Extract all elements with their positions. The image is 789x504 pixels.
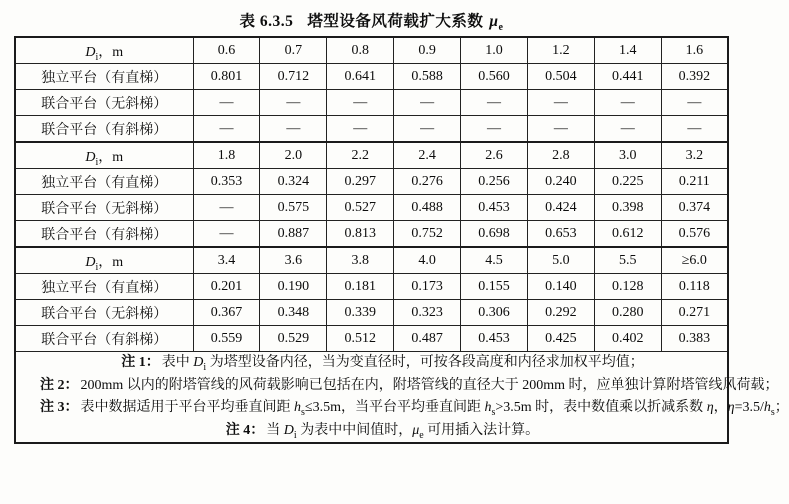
coefficient-cell: 0.588	[394, 64, 461, 90]
note-text: 200mm 以内的附塔管线的风荷载影响已包括在内，附塔管线的直径大于 200mm 时，应单独计算附塔管线风荷载；	[80, 377, 779, 393]
note-label: 注 4：	[225, 422, 265, 438]
diameter-header-cell: 0.6	[193, 37, 260, 64]
coefficient-cell: 0.181	[327, 274, 394, 300]
diameter-unit: ，m	[98, 149, 124, 165]
coefficient-cell: 0.527	[327, 195, 394, 221]
coefficient-cell: 0.453	[461, 326, 528, 352]
coefficient-cell: 0.425	[527, 326, 594, 352]
coefficient-cell: —	[193, 195, 260, 221]
diameter-header-cell: 1.0	[461, 37, 528, 64]
coefficient-cell: 0.383	[661, 326, 728, 352]
coefficient-cell: 0.801	[193, 64, 260, 90]
platform-type-label: 联合平台（有斜梯）	[15, 116, 193, 143]
note-text: D	[193, 355, 204, 370]
notes	[15, 352, 789, 444]
diameter-header-cell: 3.2	[661, 142, 728, 169]
diameter-header-cell: 1.2	[527, 37, 594, 64]
coefficient-cell: 0.367	[193, 300, 260, 326]
diameter-header-cell: 3.0	[594, 142, 661, 169]
coefficient-cell: —	[327, 90, 394, 116]
coefficient-cell: 0.306	[461, 300, 528, 326]
coefficient-cell: —	[527, 90, 594, 116]
coefficient-cell: —	[260, 90, 327, 116]
table-row	[15, 274, 728, 300]
diameter-header-cell: 0.9	[394, 37, 461, 64]
note-text: 表中	[161, 355, 194, 370]
diameter-header-row	[15, 37, 728, 64]
coefficient-cell: 0.374	[661, 195, 728, 221]
coefficient-cell: 0.118	[661, 274, 728, 300]
diameter-header-cell: 1.4	[594, 37, 661, 64]
coefficient-cell: 0.529	[260, 326, 327, 352]
diameter-symbol-subscript: i	[95, 51, 99, 63]
coefficient-cell: 0.339	[327, 300, 394, 326]
coefficient-cell: 0.323	[394, 300, 461, 326]
coefficient-cell: —	[260, 116, 327, 143]
coefficient-cell: 0.173	[394, 274, 461, 300]
coefficient-cell: —	[527, 116, 594, 143]
coefficient-cell: 0.240	[527, 169, 594, 195]
table-row	[15, 169, 728, 195]
note-text: >3.5m 时，表中数值乘以折减系数	[495, 400, 707, 415]
coefficient-cell: 0.280	[594, 300, 661, 326]
diameter-header-cell: ≥6.0	[661, 247, 728, 274]
table-title	[0, 9, 743, 34]
note-text: s	[770, 406, 775, 418]
coefficient-cell: 0.256	[461, 169, 528, 195]
coefficient-cell: 0.398	[594, 195, 661, 221]
platform-type-label: 联合平台（有斜梯）	[15, 326, 193, 352]
coefficient-cell: —	[394, 116, 461, 143]
coefficient-cell: 0.276	[394, 169, 461, 195]
note-text: ，	[713, 400, 728, 415]
diameter-header-cell: 3.4	[193, 247, 260, 274]
coefficient-cell: —	[661, 116, 728, 143]
coefficient-cell: —	[461, 90, 528, 116]
coefficient-cell: 0.560	[461, 64, 528, 90]
coefficient-cell: 0.140	[527, 274, 594, 300]
coefficient-cell: 0.201	[193, 274, 260, 300]
coefficient-cell: 0.128	[594, 274, 661, 300]
note-text: =3.5/	[734, 400, 764, 415]
diameter-header-cell: 1.6	[661, 37, 728, 64]
platform-type-label: 联合平台（无斜梯）	[15, 195, 193, 221]
platform-type-label: 联合平台（有斜梯）	[15, 221, 193, 248]
note-text: s	[491, 406, 496, 418]
coefficient-cell: 0.813	[327, 221, 394, 248]
note-text: h	[763, 400, 771, 415]
note-text: ≤3.5m，当平台平均垂直间距	[304, 400, 485, 415]
note-text: 为塔型设备内径，当为变直径时，可按各段高度和内径求加权平均值；	[206, 355, 644, 370]
table-row	[15, 64, 728, 90]
note-text: 当	[266, 422, 284, 438]
coefficient-cell: 0.441	[594, 64, 661, 90]
coefficient-cell: 0.653	[527, 221, 594, 248]
diameter-symbol: D	[85, 254, 96, 270]
diameter-header-cell: 3.6	[260, 247, 327, 274]
coefficient-cell: 0.504	[527, 64, 594, 90]
coefficient-cell: —	[594, 116, 661, 143]
coefficient-cell: 0.453	[461, 195, 528, 221]
table-number: 表 6.3.5	[239, 13, 294, 30]
diameter-symbol-subscript: i	[95, 156, 99, 168]
coefficient-cell: —	[461, 116, 528, 143]
coefficient-cell: 0.392	[661, 64, 728, 90]
table-row	[15, 116, 728, 143]
coefficient-cell: 0.559	[193, 326, 260, 352]
platform-type-label: 联合平台（无斜梯）	[15, 300, 193, 326]
note	[18, 397, 789, 420]
coefficient-cell: 0.155	[461, 274, 528, 300]
note-text: h	[294, 400, 301, 415]
diameter-symbol-subscript: i	[95, 261, 99, 273]
coefficient-cell: 0.512	[327, 326, 394, 352]
diameter-header-cell: 0.8	[327, 37, 394, 64]
coefficient-cell: 0.575	[260, 195, 327, 221]
diameter-header-cell: 4.5	[461, 247, 528, 274]
diameter-row-label	[15, 247, 193, 274]
table-row	[15, 326, 728, 352]
coefficient-cell: 0.190	[260, 274, 327, 300]
note	[18, 352, 725, 375]
note-text: 为表中中间值时，	[296, 422, 413, 438]
coefficient-table	[14, 36, 789, 444]
note	[18, 420, 725, 443]
coefficient-cell: 0.353	[193, 169, 260, 195]
note-label: 注 3：	[40, 400, 79, 415]
coefficient-cell: 0.424	[527, 195, 594, 221]
note-text: h	[484, 400, 492, 415]
coefficient-cell: 0.641	[327, 64, 394, 90]
coefficient-cell: —	[394, 90, 461, 116]
diameter-header-cell: 1.8	[193, 142, 260, 169]
coefficient-cell: 0.297	[327, 169, 394, 195]
diameter-header-row	[15, 247, 728, 274]
note-text: 表中数据适用于平台平均垂直间距	[80, 400, 294, 415]
note-text: μ	[412, 422, 420, 438]
diameter-symbol: D	[85, 149, 96, 165]
note-text: η	[706, 400, 714, 415]
coefficient-cell: 0.348	[260, 300, 327, 326]
coefficient-cell: 0.402	[594, 326, 661, 352]
note-text: i	[203, 361, 207, 373]
coefficient-cell: —	[594, 90, 661, 116]
diameter-row-label	[15, 37, 193, 64]
coefficient-cell: 0.576	[661, 221, 728, 248]
table-row	[15, 221, 728, 248]
coefficient-cell: 0.612	[594, 221, 661, 248]
platform-type-label: 联合平台（无斜梯）	[15, 90, 193, 116]
coefficient-cell: 0.887	[260, 221, 327, 248]
note-text: 可用插入法计算。	[423, 422, 540, 438]
table-title-text: 塔型设备风荷载扩大系数	[307, 13, 484, 30]
note-label: 注 2：	[40, 377, 79, 393]
diameter-header-cell: 3.8	[327, 247, 394, 274]
platform-type-label: 独立平台（有直梯）	[15, 64, 193, 90]
diameter-symbol: D	[85, 44, 96, 60]
coefficient-cell: 0.698	[461, 221, 528, 248]
notes-row	[15, 352, 728, 444]
coefficient-cell: —	[193, 221, 260, 248]
coefficient-cell: 0.487	[394, 326, 461, 352]
platform-type-label: 独立平台（有直梯）	[15, 274, 193, 300]
diameter-header-cell: 0.7	[260, 37, 327, 64]
note	[18, 375, 779, 398]
coefficient-cell: 0.752	[394, 221, 461, 248]
coefficient-cell: 0.488	[394, 195, 461, 221]
diameter-header-cell: 2.0	[260, 142, 327, 169]
coefficient-cell: —	[661, 90, 728, 116]
note-text: η	[727, 400, 735, 415]
note-text: D	[283, 422, 294, 438]
coefficient-cell: —	[327, 116, 394, 143]
table-row	[15, 90, 728, 116]
table-row	[15, 195, 728, 221]
coefficient-cell: —	[193, 116, 260, 143]
note-label: 注 1：	[121, 355, 160, 370]
diameter-header-cell: 4.0	[394, 247, 461, 274]
coefficient-cell: 0.211	[661, 169, 728, 195]
coefficient-cell: 0.712	[260, 64, 327, 90]
note-text: ；	[774, 400, 789, 415]
diameter-unit: ，m	[98, 254, 124, 270]
coefficient-cell: 0.292	[527, 300, 594, 326]
platform-type-label: 独立平台（有直梯）	[15, 169, 193, 195]
coefficient-cell: 0.225	[594, 169, 661, 195]
note-text: i	[293, 429, 297, 441]
diameter-row-label	[15, 142, 193, 169]
diameter-header-cell: 2.8	[527, 142, 594, 169]
diameter-header-cell: 5.5	[594, 247, 661, 274]
diameter-header-row	[15, 142, 728, 169]
coefficient-cell: 0.324	[260, 169, 327, 195]
coefficient-cell: —	[193, 90, 260, 116]
diameter-header-cell: 5.0	[527, 247, 594, 274]
diameter-unit: ，m	[98, 44, 124, 60]
note-text: e	[419, 429, 424, 441]
diameter-header-cell: 2.4	[394, 142, 461, 169]
mu-e-symbol: $\mu_e$	[489, 13, 504, 34]
table-row	[15, 300, 728, 326]
diameter-header-cell: 2.2	[327, 142, 394, 169]
diameter-header-cell: 2.6	[461, 142, 528, 169]
coefficient-cell: 0.271	[661, 300, 728, 326]
note-text: s	[301, 406, 305, 418]
